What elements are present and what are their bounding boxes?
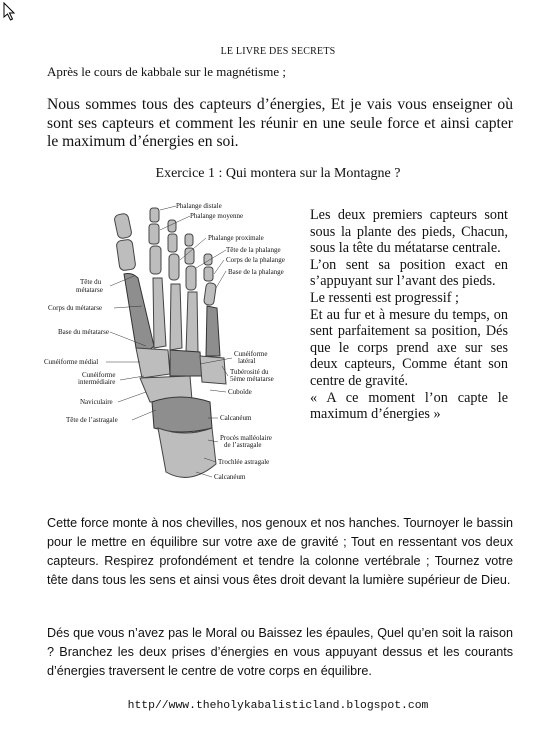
blog-url-link[interactable]: http//www.theholykabalisticland.blogspot.com (127, 700, 429, 712)
label-base-metatarse: Base du métatarse (58, 328, 109, 336)
label-tete-metatarse-1: Tête du (80, 278, 102, 286)
label-naviculaire: Naviculaire (80, 398, 113, 406)
label-proces-1: Procès malléolaire (220, 434, 272, 442)
paragraph-intro: Nous sommes tous des capteurs d’énergies, Et je vais vous enseigner où sont ses capteurs et comment les réunir en une seule force et ainsi capter le maximum d’énergies en soi. (47, 96, 513, 150)
label-tete-phalange: Tête de la phalange (226, 246, 281, 254)
side-paragraph: Le ressenti est progressif ; (310, 289, 459, 306)
paragraph-moral: Dés que vous n’avez pas le Moral ou Baissez les épaules, Quel qu’en soit la raison ? Branchez les deux prises d’énergies en vous appuyant dessus et les courants d’énergies traversent le centre de votre corps en équilibre. (47, 626, 513, 678)
label-phalange-proximale: Phalange proximale (208, 234, 264, 242)
side-paragraph: Et au fur et à mesure du temps, on sent parfaitement sa position, Dés que le corps prend axe sur ses deux capteurs, Comme étant son centre de gravité. (310, 306, 508, 389)
side-paragraph: L’on sent sa position exact en s’appuyant sur l’avant des pieds. (310, 256, 508, 290)
paragraph-force: Cette force monte à nos chevilles, nos genoux et nos hanches. Tournoyer le bassin pour le mettre en équilibre sur votre axe de gravité ; Tout en ressentant vos deux capteurs. Respirez profondément et tendre la colonne vertébrale ; Tournez votre tête dans tous les sens et ainsi vous êtes droit devant la lumière supérieur de Dieu. (47, 516, 513, 587)
label-cuneiforme-lateral-2: latéral (238, 357, 256, 365)
label-base-phalange: Base de la phalange (228, 268, 284, 276)
label-cuneiforme-inter-1: Cunéiforme (82, 371, 116, 379)
foot-skeleton-illustration (40, 196, 298, 496)
label-tuberosite-1: Tubérosité du (230, 368, 269, 376)
label-phalange-distale: Phalange distale (176, 202, 222, 210)
label-cuneiforme-inter-2: intermédiaire (78, 378, 116, 386)
label-tete-metatarse-2: métatarse (76, 286, 103, 294)
label-corps-metatarse: Corps du métatarse (48, 304, 103, 312)
side-paragraph: Les deux premiers capteurs sont sous la plante des pieds, Chacun, sous la tête du métatarse centrale. (310, 207, 508, 257)
label-phalange-moyenne: Phalange moyenne (190, 212, 244, 220)
label-proces-2: de l’astragale (224, 441, 262, 449)
label-calcaneum-1: Calcanéum (220, 414, 252, 422)
side-quote: « A ce moment l’on capte le maximum d’énergies » (310, 389, 508, 423)
exercise-title: Exercice 1 : Qui montera sur la Montagne ? (155, 166, 401, 181)
label-calcaneum-2: Calcanéum (214, 473, 246, 481)
pointer-cursor-icon (2, 2, 18, 22)
label-tuberosite-2: 5ème métatarse (230, 375, 274, 383)
label-cuneiforme-lateral-1: Cunéiforme (234, 350, 268, 358)
label-tete-astragale: Tête de l’astragale (66, 416, 118, 424)
label-trochlee: Trochlée astragale (218, 458, 270, 466)
exercise-description (310, 207, 508, 423)
intro-line: Après le cours de kabbale sur le magnétisme ; (47, 64, 286, 79)
label-corps-phalange: Corps de la phalange (226, 256, 285, 264)
metatarsals (124, 274, 220, 357)
label-cuboide: Cuboïde (228, 388, 252, 396)
book-title: LE LIVRE DES SECRETS (220, 46, 336, 57)
label-cuneiforme-medial: Cunéiforme médial (44, 358, 99, 366)
